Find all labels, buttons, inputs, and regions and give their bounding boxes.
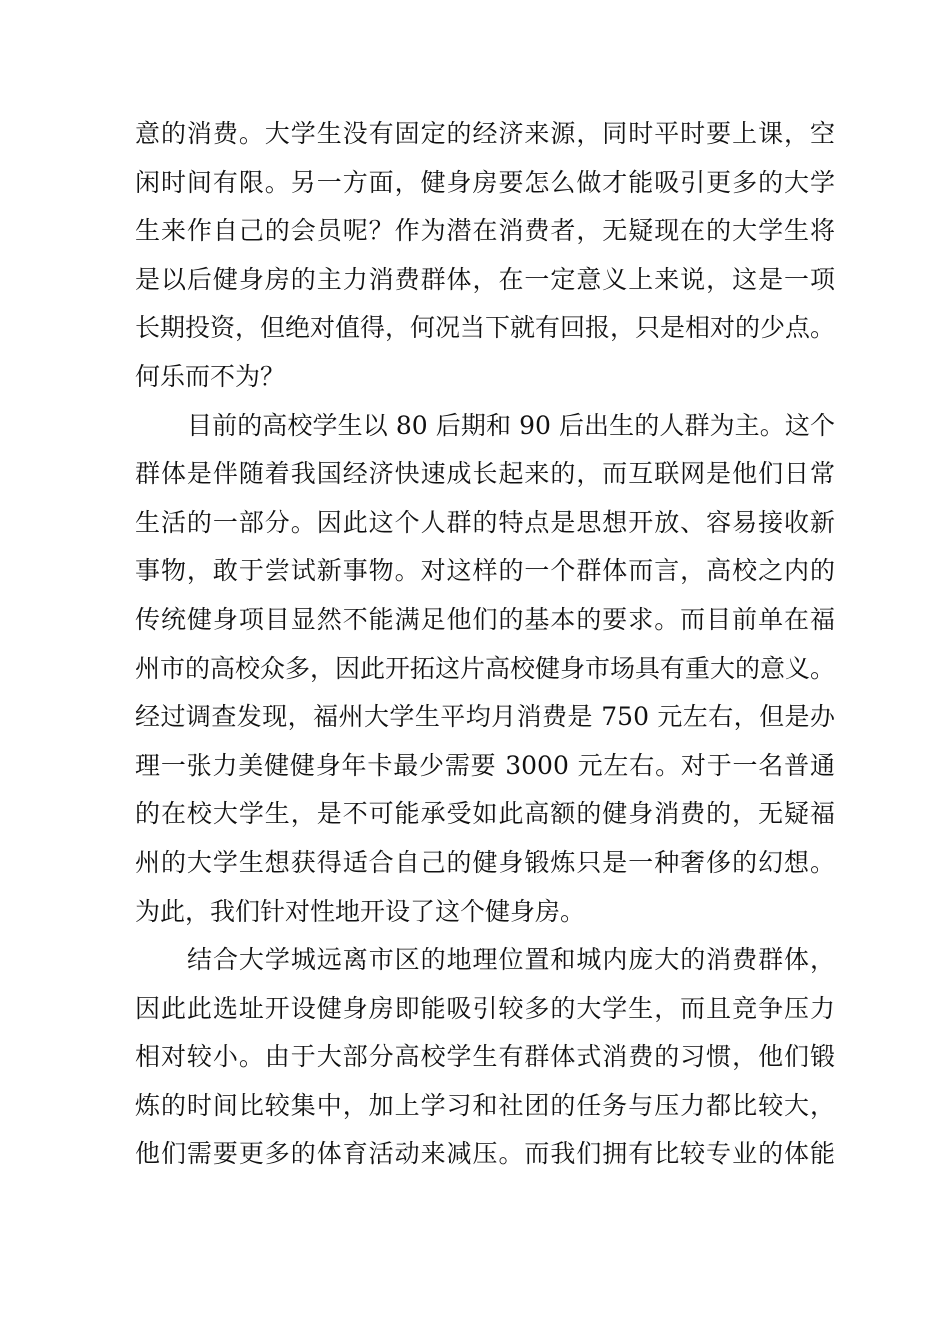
text-line: 为此，我们针对性地开设了这个健身房。 (135, 896, 586, 926)
text-line: 生来作自己的会员呢？作为潜在消费者，无疑现在的大学生将 (135, 216, 835, 246)
text-line: 是以后健身房的主力消费群体，在一定意义上来说，这是一项 (135, 264, 835, 294)
text-line: 理一张力美健健身年卡最少需要 3000 元左右。对于一名普通 (135, 750, 835, 780)
text-line: 他们需要更多的体育活动来减压。而我们拥有比较专业的体能 (135, 1139, 835, 1169)
text-line: 事物，敢于尝试新事物。对这样的一个群体而言，高校之内的 (135, 556, 835, 586)
text-line: 闲时间有限。另一方面，健身房要怎么做才能吸引更多的大学 (135, 167, 835, 197)
body-text (135, 110, 835, 1179)
text-line: 的在校大学生，是不可能承受如此高额的健身消费的，无疑福 (135, 799, 835, 829)
text-line: 群体是伴随着我国经济快速成长起来的，而互联网是他们日常 (135, 459, 835, 489)
text-line: 何乐而不为？ (135, 361, 286, 391)
text-line: 州的大学生想获得适合自己的健身锻炼只是一种奢侈的幻想。 (135, 847, 835, 877)
paragraph-first-line: 目前的高校学生以 80 后期和 90 后出生的人群为主。这个 (187, 410, 835, 440)
text-line: 因此此选址开设健身房即能吸引较多的大学生，而且竞争压力 (135, 993, 835, 1023)
text-line: 生活的一部分。因此这个人群的特点是思想开放、容易接收新 (135, 507, 835, 537)
text-line: 经过调查发现，福州大学生平均月消费是 750 元左右，但是办 (135, 702, 835, 732)
text-line: 相对较小。由于大部分高校学生有群体式消费的习惯，他们锻 (135, 1042, 835, 1072)
paragraph-first-line: 结合大学城远离市区的地理位置和城内庞大的消费群体， (187, 945, 835, 975)
text-line: 长期投资，但绝对值得，何况当下就有回报，只是相对的少点。 (135, 313, 836, 343)
text-line: 州市的高校众多，因此开拓这片高校健身市场具有重大的意义。 (135, 653, 836, 683)
text-line: 意的消费。大学生没有固定的经济来源，同时平时要上课，空 (135, 119, 835, 148)
text-line: 传统健身项目显然不能满足他们的基本的要求。而目前单在福 (135, 604, 835, 634)
text-line: 炼的时间比较集中，加上学习和社团的任务与压力都比较大， (135, 1090, 835, 1120)
